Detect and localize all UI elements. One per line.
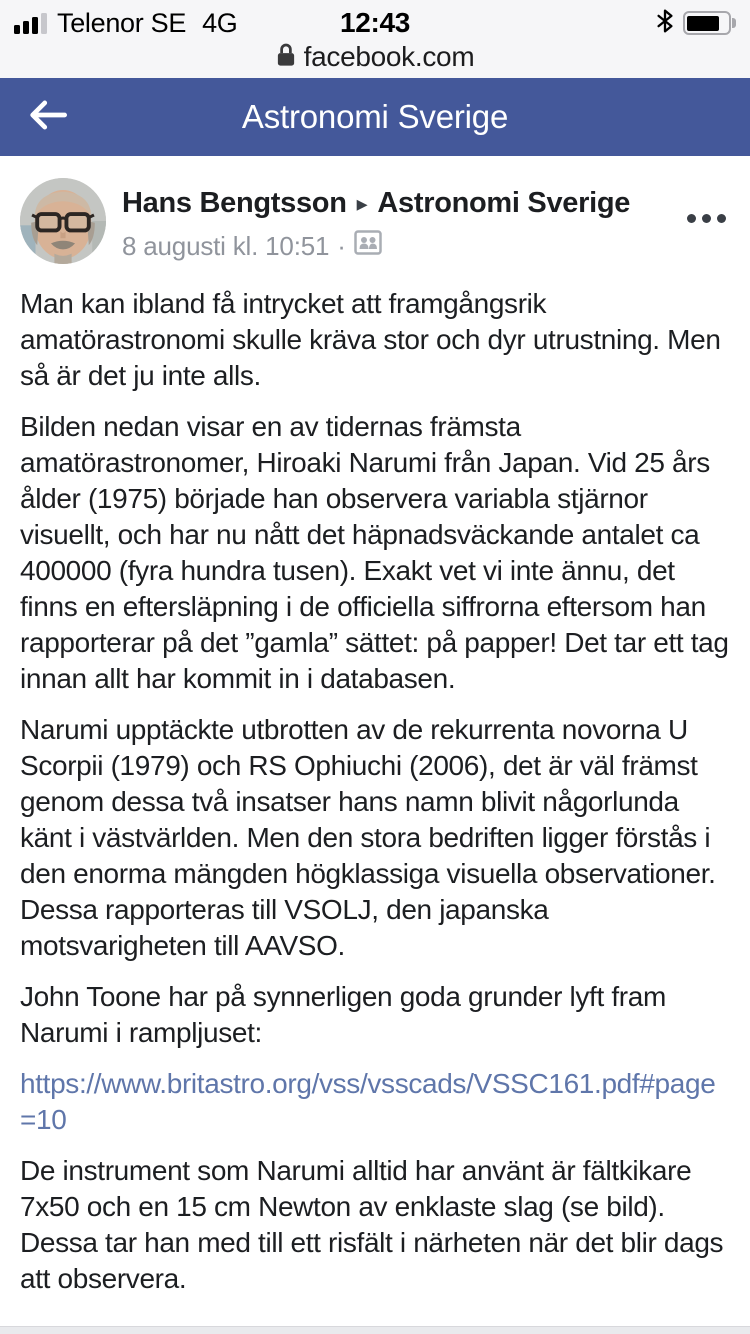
status-right <box>656 4 737 39</box>
post-header-text <box>122 178 630 262</box>
bluetooth-icon <box>656 8 674 39</box>
nav-bar <box>0 78 750 156</box>
author-name-link[interactable]: Hans Bengtsson <box>122 187 347 219</box>
post-meta <box>122 230 630 262</box>
post-body <box>20 286 730 1297</box>
post-paragraph: Narumi upptäckte utbrotten av de rekurrenta novorna U Scorpii (1979) och RS Ophiuchi (2006), det är väl främst genom dessa två insatser hans namn blivit någorlunda känt i västvärlden. Men den stora bedriften ligger förstås i den enorma mängden högklassiga visuella observationer. Dessa rapporteras till VSOLJ, den japanska motsvarigheten till AAVSO. <box>20 714 716 961</box>
group-privacy-icon <box>354 230 382 262</box>
more-options-button[interactable] <box>685 206 728 231</box>
clock: 12:43 <box>339 7 411 38</box>
timestamp[interactable]: 8 augusti kl. 10:51 <box>122 230 330 261</box>
cellular-signal-icon <box>14 12 47 34</box>
battery-icon <box>683 11 737 35</box>
carrier-label: Telenor SE <box>57 7 187 38</box>
status-bar <box>0 0 750 42</box>
post-paragraph: John Toone har på synnerligen goda grunder lyft fram Narumi i rampljuset: <box>20 981 666 1048</box>
lock-icon <box>276 42 296 73</box>
url-text: facebook.com <box>303 41 475 72</box>
address-bar[interactable] <box>0 42 750 78</box>
status-area <box>0 0 750 78</box>
next-content-edge <box>0 1326 750 1334</box>
post-paragraph: Man kan ibland få intrycket att framgångsrik amatörastronomi skulle kräva stor och dyr utrustning. Men så är det ju inte alls. <box>20 288 721 391</box>
post-header <box>20 178 730 264</box>
group-name-link[interactable]: Astronomi Sverige <box>377 187 631 219</box>
shared-to-arrow-icon: ▸ <box>356 191 368 216</box>
byline <box>122 184 630 222</box>
post <box>0 156 750 1297</box>
page-title: Astronomi Sverige <box>241 98 509 135</box>
avatar[interactable] <box>20 178 106 264</box>
external-link[interactable]: https://www.britastro.org/vss/vsscads/VSSC161.pdf#page=10 <box>20 1068 716 1135</box>
meta-dot-separator: · <box>337 230 346 261</box>
post-paragraph: Bilden nedan visar en av tidernas främsta amatörastronomer, Hiroaki Narumi från Japan. Vid 25 års ålder (1975) började han observera variabla stjärnor visuellt, och har nu nått det häpnadsväckande antalet ca 400000 (fyra hundra tusen). Exakt vet vi inte ännu, det finns en eftersläpning i de officiella siffrorna eftersom han rapporterar på det ”gamla” sättet: på papper! Det tar ett tag innan allt har kommit in i databasen. <box>20 411 729 694</box>
post-paragraph: De instrument som Narumi alltid har använt är fältkikare 7x50 och en 15 cm Newton av enklaste slag (se bild). Dessa tar han med till ett risfält i närheten när det blir dags att observera. <box>20 1155 724 1294</box>
status-left <box>14 4 238 39</box>
network-type-label: 4G <box>202 7 238 38</box>
